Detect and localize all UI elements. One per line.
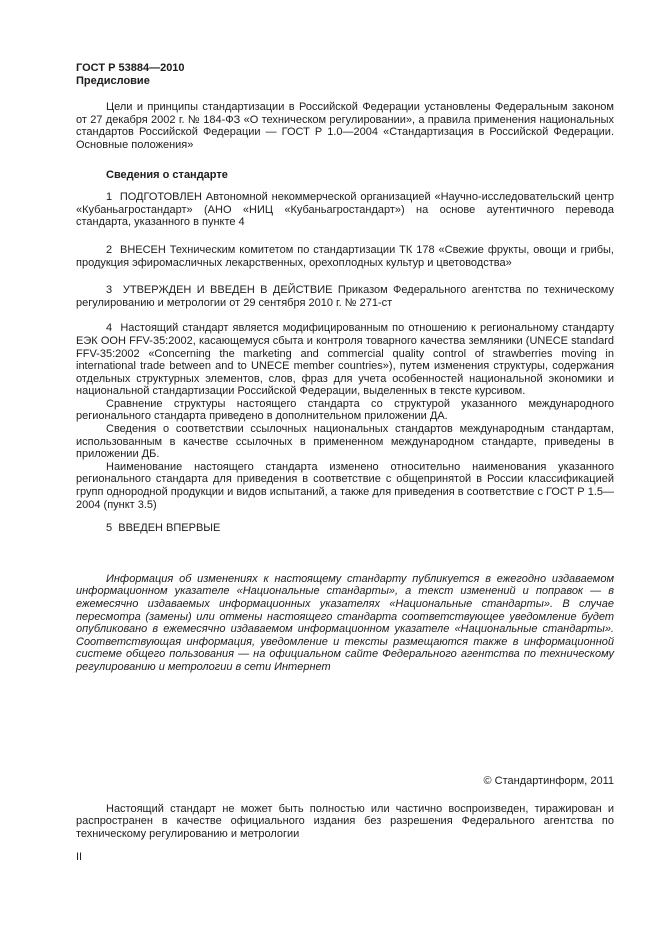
item-3-approved: 3 УТВЕРЖДЕН И ВВЕДЕН В ДЕЙСТВИЕ Приказом Федерального агентства по техническому регулированию и метрологии от 29 сентября 2010 г. № 271-ст [76, 284, 614, 309]
doc-code: ГОСТ Р 53884—2010 [76, 62, 185, 74]
reproduction-restriction: Настоящий стандарт не может быть полностью или частично воспроизведен, тиражирован и распространен в качестве официального издания без разрешения Федерального агентства по техническому регулированию и метрологии [76, 802, 614, 840]
item-5-first-introduced: 5 ВВЕДЕН ВПЕРВЫЕ [106, 522, 221, 535]
item-4-structure-comparison: Сравнение структуры настоящего стандарта со структурой указанного международного регионального стандарта приведено в дополнительном приложении ДА. [76, 397, 614, 423]
page-footer [76, 775, 614, 864]
item-1-prepared: 1 ПОДГОТОВЛЕН Автономной некоммерческой организацией «Научно-исследовательский центр «Кубаньагростандарт» (АНО «НИЦ «Кубаньагростандарт») на основе аутентичного перевода стандарта, указанного в пункте 4 [76, 191, 614, 229]
page-content [76, 0, 614, 674]
item-4-modified: 4 Настоящий стандарт является модифицированным по отношению к региональному стандарту ЕЭК ООН FFV-35:2002, касающемуся сбыта и контроля товарного качества земляники (UNECE standard FFV-35:2002 «Concerning the marketing and commercial quality control of strawberries moving in international trade between and to UNECE member countries»), путем изменения структуры, содержания отдельных структурных элементов, слов, фраз для учета особенностей национальной экономики и национальной стандартизации Российской Федерации, выделенных в тексте курсивом. [76, 322, 614, 398]
item-4-name-change: Наименование настоящего стандарта изменено относительно наименования указанного регионального стандарта для приведения в соответствие с общепринятой в России классификацией групп однородной продукции и видов испытаний, а также для приведения в соответствие с ГОСТ Р 1.5—2004 (пункт 3.5) [76, 460, 614, 511]
copyright-line: © Стандартинформ, 2011 [483, 775, 614, 787]
item-2-submitted: 2 ВНЕСЕН Техническим комитетом по стандартизации ТК 178 «Свежие фрукты, овощи и грибы, продукция эфиромасличных лекарственных, орехоплодных культур и цветоводства» [76, 243, 614, 269]
item-4-reference-info: Сведения о соответствии ссылочных национальных стандартов международным стандартам, использованным в качестве ссылочных в примененном международном стандарте, приведены в приложении ДБ. [76, 423, 614, 461]
standard-info-heading: Сведения о стандарте [106, 168, 228, 181]
intro-paragraph: Цели и принципы стандартизации в Российской Федерации установлены Федеральным законом от 27 декабря 2002 г. № 184-ФЗ «О техническом регулировании», а правила применения национальных стандартов Российской Федерации — ГОСТ Р 1.0—2004 «Стандартизация в Российской Федерации. Основные положения» [76, 101, 614, 151]
amendment-notice: Информация об изменениях к настоящему стандарту публикуется в ежегодно издаваемом информационном указателе «Национальные стандарты», а текст изменений и поправок — в ежемесячно издаваемых информационных указателях «Национальные стандарты». В случае пересмотра (замены) или отмены настоящего стандарта соответствующее уведомление будет опубликовано в ежемесячно издаваемом информационном указателе «Национальные стандарты». Соответствующая информация, уведомление и тексты размещаются также в информационной системе общего пользования — на официальном сайте Федерального агентства по техническому регулированию и метрологии в сети Интернет [76, 572, 614, 673]
page-title: Предисловие [76, 74, 150, 87]
page-number: II [76, 851, 83, 864]
